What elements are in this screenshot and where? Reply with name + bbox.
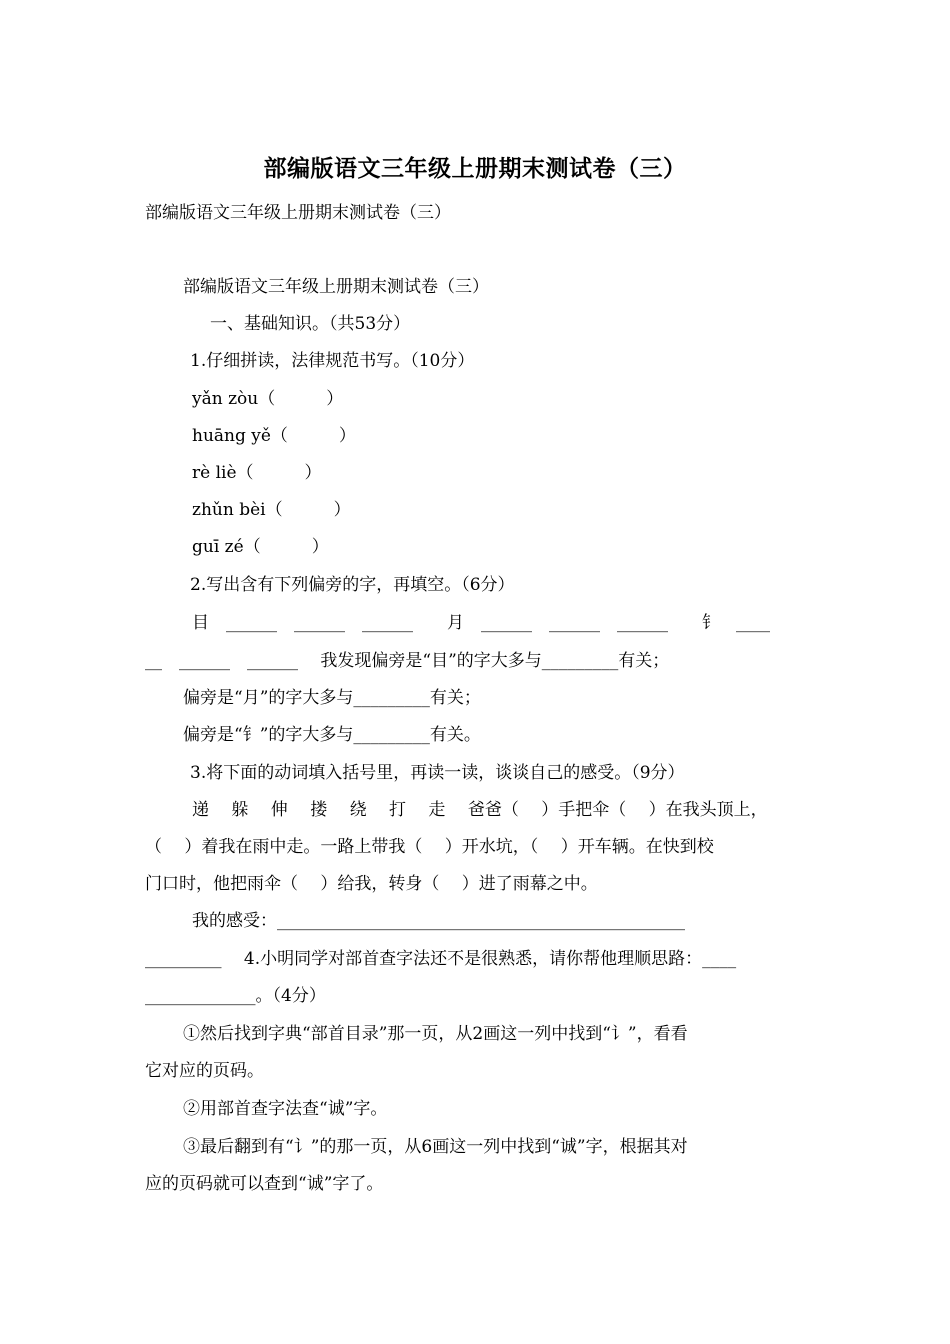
radical-line-4: 偏旁是“钅”的字大多与_________有关。	[183, 725, 481, 745]
pinyin-item: guī zé（ ）	[192, 537, 329, 557]
subtitle: 部编版语文三年级上册期末测试卷（三）	[145, 203, 451, 223]
step-3-line-2: 应的页码就可以查到“诚”字了。	[145, 1174, 384, 1194]
pinyin-item: yǎn zòu（ ）	[192, 389, 344, 409]
radical-line-3: 偏旁是“月”的字大多与_________有关；	[183, 688, 481, 708]
radical-line-2: __ ______ ______ 我发现偏旁是“目”的字大多与_________有关；	[145, 651, 670, 671]
section-heading: 一、基础知识。（共53分）	[210, 314, 411, 334]
step-2: ②用部首查字法查“诚”字。	[183, 1099, 388, 1119]
page-title: 部编版语文三年级上册期末测试卷（三）	[263, 155, 687, 182]
question-4-line-1: _________ 4.小明同学对部首查字法还不是很熟悉，请你帮他理顺思路：____	[145, 949, 737, 969]
radical-line-1: 目 ______ ______ ______ 月 ______ ______ ______ 钅 ____	[192, 613, 770, 633]
verb-passage-line-2: （ ）着我在雨中走。一路上带我（ ）开水坑，（ ）开车辆。在快到校	[145, 837, 714, 857]
pinyin-item: rè liè（ ）	[192, 463, 322, 483]
pinyin-item: zhǔn bèi（ ）	[192, 500, 351, 520]
question-3-prompt: 3.将下面的动词填入括号里，再读一读，谈谈自己的感受。（9分）	[190, 763, 685, 783]
step-1-line-2: 它对应的页码。	[145, 1061, 264, 1081]
exam-heading: 部编版语文三年级上册期末测试卷（三）	[183, 277, 489, 297]
step-1-line-1: ①然后找到字典“部首目录”那一页，从2画这一列中找到“讠”，看看	[183, 1024, 688, 1044]
question-1-prompt: 1.仔细拼读，法律规范书写。（10分）	[190, 351, 475, 371]
verb-passage-line-3: 门口时，他把雨伞（ ）给我，转身（ ）进了雨幕之中。	[145, 874, 598, 894]
question-4-line-2: _____________。（4分）	[145, 986, 326, 1006]
feeling-line: 我的感受：________________________________________________	[192, 911, 685, 931]
question-2-prompt: 2.写出含有下列偏旁的字，再填空。（6分）	[190, 575, 515, 595]
step-3-line-1: ③最后翻到有“讠”的那一页，从6画这一列中找到“诚”字，根据其对	[183, 1137, 688, 1157]
verb-passage-line-1: 递 躲 伸 搂 绕 打 走 爸爸（ ）手把伞（ ）在我头顶上，	[192, 800, 768, 820]
pinyin-item: huāng yě（ ）	[192, 426, 356, 446]
